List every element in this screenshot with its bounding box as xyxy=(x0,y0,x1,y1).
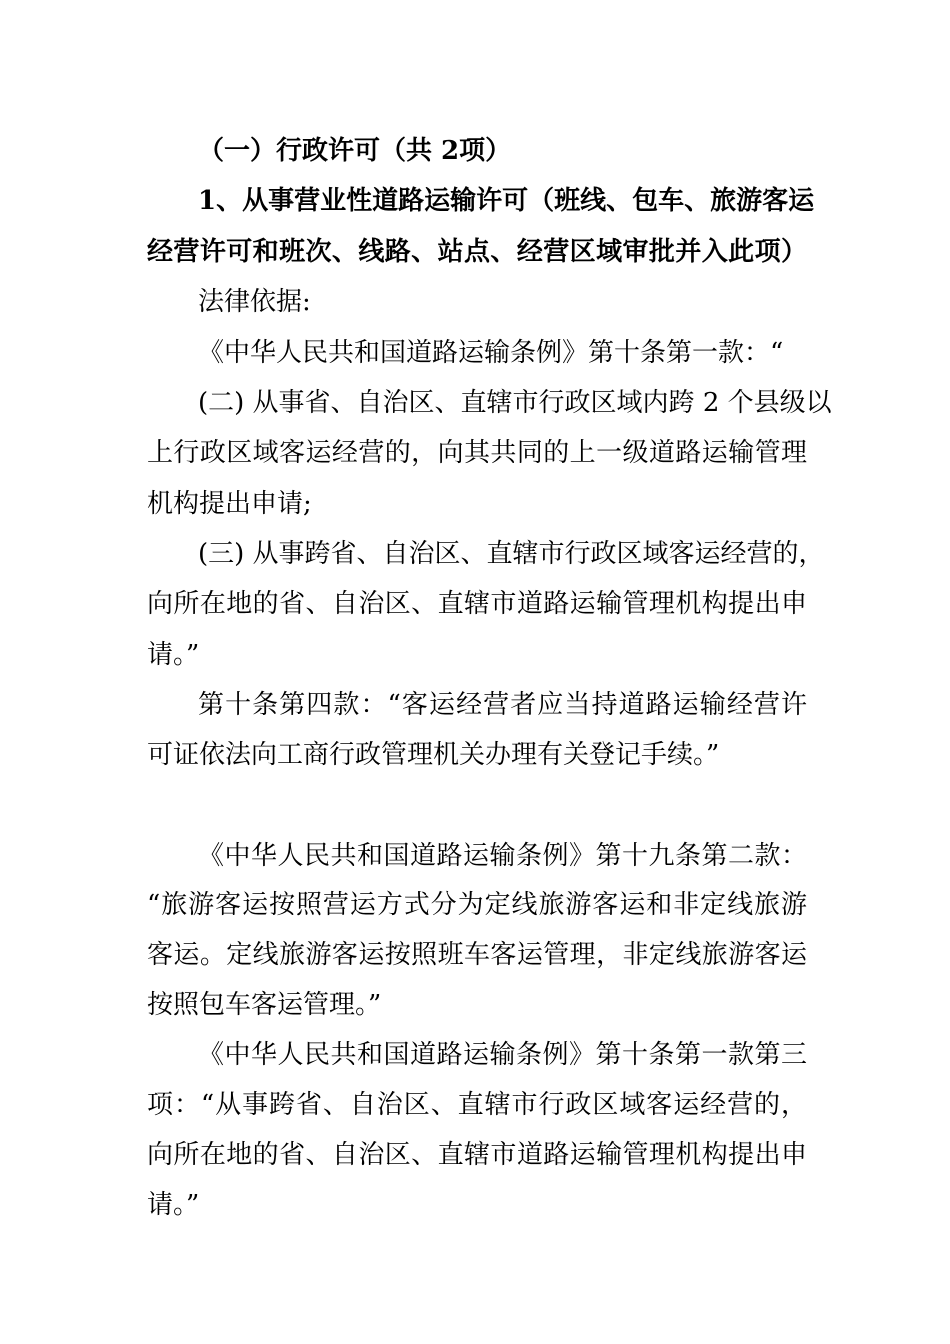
paragraph-line: 按照包车客运管理。” xyxy=(147,990,382,1020)
item-title-line-1: 1、从事营业性道路运输许可（班线、包车、旅游客运 xyxy=(198,186,815,216)
paragraph-line: (二) 从事省、自治区、直辖市行政区域内跨 2 个县级以 xyxy=(198,388,832,418)
paragraph-line: 机构提出申请; xyxy=(147,489,312,519)
paragraph-line: 《中华人民共和国道路运输条例》第十条第一款第三 xyxy=(198,1040,807,1070)
paragraph-line: 项：“从事跨省、自治区、直辖市行政区域客运经营的， xyxy=(147,1090,807,1120)
paragraph-line: 《中华人民共和国道路运输条例》第十条第一款：“ xyxy=(198,338,784,368)
paragraph-line: 上行政区域客运经营的，向其共同的上一级道路运输管理 xyxy=(147,438,807,468)
paragraph-line: 请。” xyxy=(147,640,200,670)
legal-basis-label: 法律依据: xyxy=(198,287,311,317)
paragraph-line: 可证依法向工商行政管理机关办理有关登记手续。” xyxy=(147,740,720,770)
paragraph-line: 请。” xyxy=(147,1190,200,1220)
item-title-line-2: 经营许可和班次、线路、站点、经营区域审批并入此项） xyxy=(147,237,807,267)
paragraph-line: “旅游客运按照营运方式分为定线旅游客运和非定线旅游 xyxy=(147,890,807,920)
paragraph-line: 向所在地的省、自治区、直辖市道路运输管理机构提出申 xyxy=(147,589,807,619)
paragraph-line: 向所在地的省、自治区、直辖市道路运输管理机构提出申 xyxy=(147,1140,807,1170)
paragraph-line: 《中华人民共和国道路运输条例》第十九条第二款： xyxy=(198,841,807,871)
paragraph-line: (三) 从事跨省、自治区、直辖市行政区域客运经营的， xyxy=(198,539,825,569)
section-heading: （一）行政许可（共 2项） xyxy=(198,136,512,166)
paragraph-line: 第十条第四款：“客运经营者应当持道路运输经营许 xyxy=(198,690,807,720)
paragraph-line: 客运。定线旅游客运按照班车客运管理，非定线旅游客运 xyxy=(147,940,807,970)
